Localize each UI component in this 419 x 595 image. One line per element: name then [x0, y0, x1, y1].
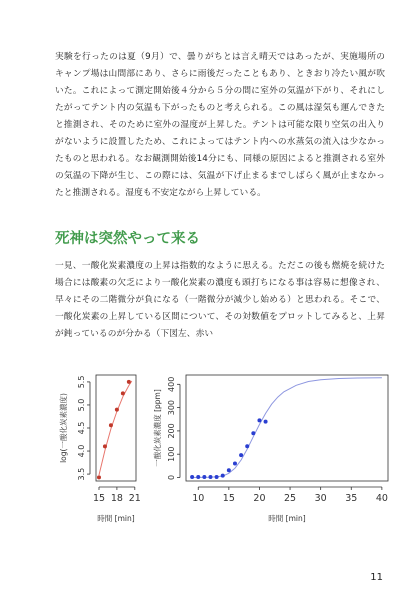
- right-data-point: [264, 420, 268, 424]
- right-data-point: [215, 475, 219, 479]
- right-y-tick-label: 300: [167, 399, 176, 416]
- right-data-point: [208, 475, 212, 479]
- right-plot-frame: [186, 375, 388, 481]
- left-data-point: [97, 475, 101, 479]
- right-x-tick-label: 20: [253, 493, 266, 504]
- right-data-point: [190, 475, 194, 479]
- right-x-tick-label: 15: [222, 493, 235, 504]
- right-x-tick-label: 10: [192, 493, 205, 504]
- right-x-axis-label: 時間 [min]: [268, 514, 306, 523]
- right-data-point: [227, 468, 231, 472]
- left-y-tick-label: 3.5: [77, 467, 86, 481]
- right-y-tick-label: 0: [167, 474, 176, 481]
- left-plot-frame: [96, 375, 136, 481]
- right-data-point: [221, 474, 225, 478]
- left-data-point: [103, 444, 107, 448]
- left-fit-curve: [99, 381, 132, 475]
- right-x-tick-label: 25: [284, 493, 297, 504]
- left-y-tick-label: 5.0: [77, 398, 86, 412]
- left-x-tick-label: 18: [110, 493, 123, 504]
- left-data-point: [121, 391, 125, 395]
- right-y-tick-label: 200: [167, 423, 176, 439]
- right-x-tick-label: 40: [375, 493, 388, 504]
- left-y-tick-label: 4.5: [77, 421, 86, 435]
- body-paragraph-1: 実験を行ったのは夏（9月）で、曇りがちとは言え晴天ではあったが、実施場所のキャンプ場は山間部にあり、さらに雨後だったこともあり、ときおり冷たい風が吹いた。これによって測定開始後４分から５分の間に室外の気温が下がり、それにしたがってテント内の気温も下がったものと考えられる。この風は湿気も運んできたと推測され、そのために室外の湿度が上昇した。テントは可能な限り空気の出入りがないように設置したため、これによってはテント内への水蒸気の流入は少なかったものと思われる。なお観測開始後14分にも、同様の原因によると推測される室外の気温の下降が生じ、この際には、気温が下げ止まるまでしばらく風が止まなかったと推測される。湿度も不安定ながら上昇している。: [55, 52, 385, 198]
- left-y-tick-label: 5.5: [77, 375, 86, 389]
- right-data-point: [202, 475, 206, 479]
- right-data-point: [245, 444, 249, 448]
- left-y-axis-label: log(一酸化炭素濃度): [59, 393, 68, 463]
- right-data-point: [239, 453, 243, 457]
- right-y-axis-label: 一酸化炭素濃度 [ppm]: [153, 389, 162, 467]
- right-data-point: [233, 462, 237, 466]
- left-data-point: [127, 380, 131, 384]
- section-heading: 死神は突然やって来る: [55, 231, 200, 247]
- right-data-point: [196, 475, 200, 479]
- left-x-tick-label: 15: [92, 493, 106, 504]
- right-data-point: [251, 431, 255, 435]
- right-y-tick-label: 100: [167, 446, 176, 462]
- body-paragraph-2: 一見、一酸化炭素濃度の上昇は指数的なように思える。ただこの後も燃焼を続けた場合には酸素の欠乏により一酸化炭素の濃度も頭打ちになる事は容易に想像され、早々にその二階微分が負になる（一階微分が減少し始める）と思われる。そこで、一酸化炭素の上昇している区間について、その対数値をプロットしてみると、上昇が鈍っているのが分かる（下図左、赤い: [55, 261, 385, 339]
- right-x-tick-label: 35: [345, 493, 358, 504]
- right-fit-curve: [192, 378, 382, 478]
- left-x-axis-label: 時間 [min]: [97, 514, 135, 523]
- left-x-tick-label: 21: [128, 493, 141, 504]
- left-y-tick-label: 4.0: [77, 444, 86, 458]
- left-data-point: [115, 408, 119, 412]
- right-data-point: [257, 418, 261, 422]
- right-y-tick-label: 400: [167, 376, 176, 392]
- page-number: 11: [370, 572, 383, 583]
- left-data-point: [109, 423, 113, 427]
- right-x-tick-label: 30: [314, 493, 327, 504]
